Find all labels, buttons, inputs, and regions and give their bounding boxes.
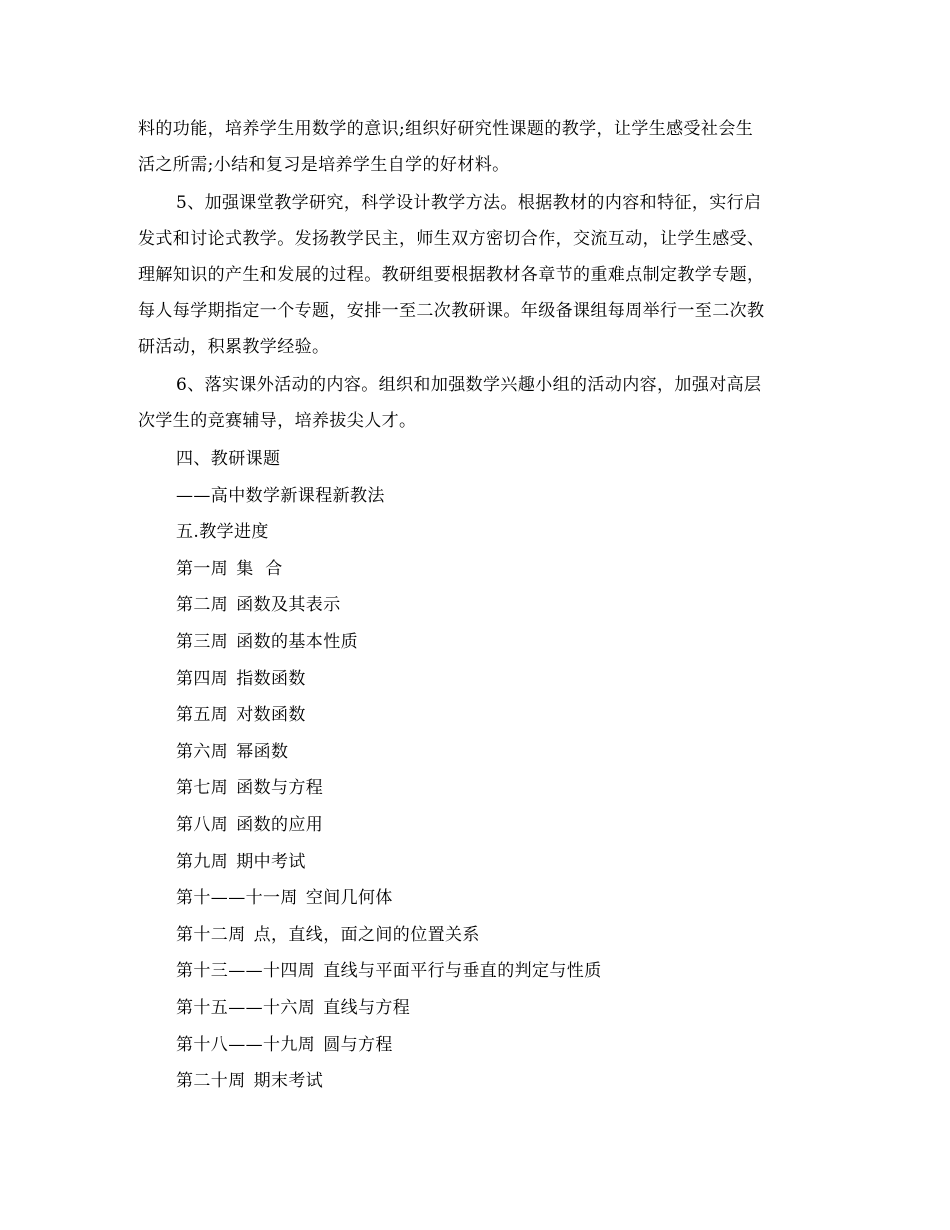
text-line: 每人每学期指定一个专题，安排一至二次教研课。年级备课组每周举行一至二次教 (138, 301, 765, 321)
schedule-topic: 对数函数 (236, 705, 306, 726)
text-line: 理解知识的产生和发展的过程。教研组要根据教材各章节的重难点制定教学专题， (138, 265, 765, 285)
schedule-row (138, 990, 818, 1027)
schedule-week: 第五周 (176, 705, 229, 726)
schedule-row (138, 624, 818, 661)
paragraph-continuation (138, 111, 818, 183)
schedule-row (138, 551, 818, 588)
teaching-schedule-list (138, 551, 818, 1100)
schedule-week: 第十三——十四周 (176, 961, 316, 982)
schedule-topic: 圆与方程 (323, 1034, 393, 1055)
schedule-row (138, 587, 818, 624)
schedule-topic: 空间几何体 (305, 888, 393, 909)
schedule-week: 第十二周 (176, 924, 246, 945)
schedule-week: 第七周 (176, 778, 229, 799)
schedule-topic: 直线与平面平行与垂直的判定与性质 (323, 961, 602, 982)
schedule-topic: 集 合 (236, 558, 283, 579)
schedule-topic: 指数函数 (236, 668, 306, 689)
schedule-row (138, 1063, 818, 1100)
schedule-topic: 函数的基本性质 (236, 631, 359, 652)
schedule-week: 第一周 (176, 558, 229, 579)
schedule-topic: 函数及其表示 (236, 595, 341, 616)
schedule-topic: 函数的应用 (236, 814, 324, 835)
research-topic-text: ——高中数学新课程新教法 (176, 485, 385, 506)
schedule-row (138, 844, 818, 881)
document-body (138, 111, 818, 1100)
schedule-week: 第三周 (176, 631, 229, 652)
paragraph-item-5 (138, 185, 818, 365)
text-line: 5、加强课堂教学研究，科学设计教学方法。根据教材的内容和特征，实行启 (176, 193, 762, 213)
schedule-row (138, 917, 818, 954)
schedule-topic: 期末考试 (253, 1071, 324, 1092)
text-line: 次学生的竞赛辅导，培养拔尖人才。 (138, 411, 417, 431)
schedule-row (138, 953, 818, 990)
schedule-row (138, 770, 818, 807)
schedule-topic: 直线与方程 (323, 997, 411, 1018)
schedule-week: 第十五——十六周 (176, 997, 316, 1018)
schedule-row (138, 661, 818, 698)
schedule-row (138, 1027, 818, 1064)
schedule-row (138, 807, 818, 844)
text-line: 活之所需;小结和复习是培养学生自学的好材料。 (138, 155, 510, 175)
schedule-week: 第十八——十九周 (176, 1034, 316, 1055)
schedule-topic: 幂函数 (236, 741, 289, 762)
schedule-week: 第二周 (176, 595, 229, 616)
section-heading-schedule: 五.教学进度 (176, 522, 269, 543)
schedule-week: 第二十周 (176, 1071, 246, 1092)
schedule-topic: 期中考试 (236, 851, 306, 872)
schedule-week: 第十——十一周 (176, 888, 298, 909)
schedule-week: 第九周 (176, 851, 229, 872)
schedule-week: 第六周 (176, 741, 229, 762)
text-line: 发式和讨论式教学。发扬教学民主，师生双方密切合作，交流互动，让学生感受、 (138, 229, 765, 249)
schedule-topic: 函数与方程 (236, 778, 324, 799)
schedule-row (138, 697, 818, 734)
paragraph-item-6 (138, 367, 818, 439)
section-heading-research-topic: 四、教研课题 (176, 449, 281, 469)
schedule-row (138, 880, 818, 917)
schedule-week: 第四周 (176, 668, 229, 689)
schedule-topic: 点，直线，面之间的位置关系 (253, 924, 480, 945)
text-line: 6、落实课外活动的内容。组织和加强数学兴趣小组的活动内容，加强对高层 (176, 375, 762, 395)
schedule-row (138, 734, 818, 771)
schedule-week: 第八周 (176, 814, 229, 835)
text-line: 料的功能，培养学生用数学的意识;组织好研究性课题的教学，让学生感受社会生 (138, 119, 754, 139)
text-line: 研活动，积累教学经验。 (138, 337, 330, 357)
